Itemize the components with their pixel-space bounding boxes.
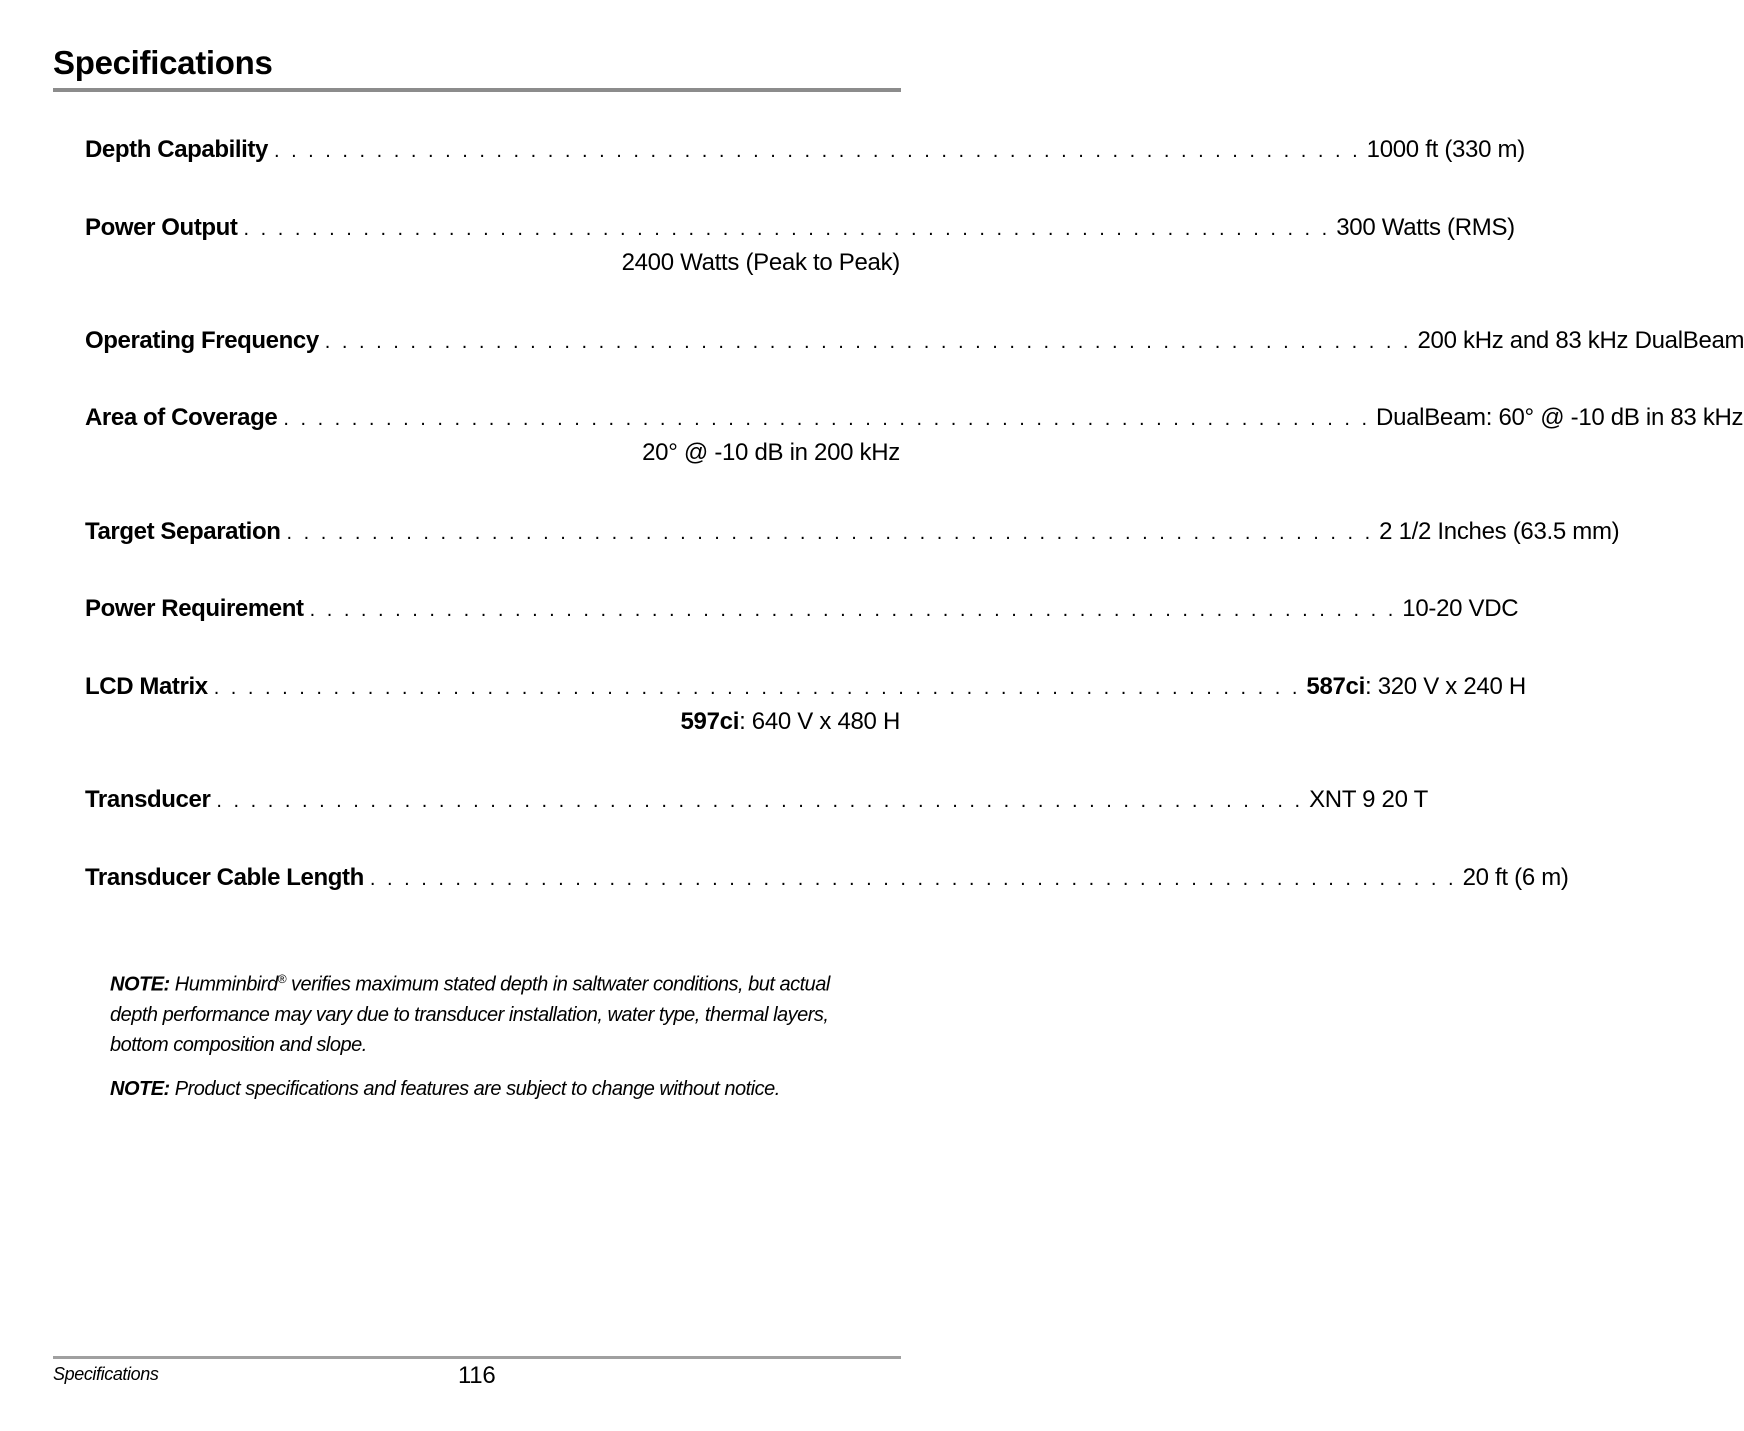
title-divider bbox=[53, 88, 901, 92]
spec-row-transducer bbox=[85, 783, 1428, 818]
model-name: 587ci bbox=[1306, 673, 1365, 700]
page-number: 116 bbox=[458, 1362, 496, 1389]
spec-value-secondary bbox=[85, 705, 900, 739]
spec-label: Depth Capability bbox=[85, 136, 268, 163]
spec-row-power-requirement bbox=[85, 592, 1519, 627]
spec-value: 2 1/2 Inches (63.5 mm) bbox=[1379, 518, 1620, 545]
spec-label: Area of Coverage bbox=[85, 404, 278, 431]
dot-leader: . . . . . . . . . . . . . . . . . . . . . . . . . . . . . . . . . . . . . . . . . . . . . . . . . . . . . . . . . . . . . . . . bbox=[286, 522, 1374, 544]
spec-value: 200 kHz and 83 kHz DualBeam bbox=[1417, 327, 1744, 354]
dot-leader: . . . . . . . . . . . . . . . . . . . . . . . . . . . . . . . . . . . . . . . . . . . . . . . . . . . . . . . . . . . . . . . . bbox=[243, 218, 1331, 240]
spec-value: 10-20 VDC bbox=[1402, 595, 1519, 622]
spec-value: 300 Watts (RMS) bbox=[1336, 214, 1515, 241]
spec-label: Target Separation bbox=[85, 518, 281, 545]
spec-row-depth-capability bbox=[85, 133, 1525, 168]
note-prefix: NOTE: bbox=[110, 973, 170, 996]
note-change-notice bbox=[110, 1074, 870, 1104]
spec-label: Power Output bbox=[85, 214, 238, 241]
spec-row-transducer-cable-length bbox=[85, 861, 1569, 896]
spec-label: Operating Frequency bbox=[85, 327, 319, 354]
spec-row-target-separation bbox=[85, 515, 1620, 550]
spec-value: XNT 9 20 T bbox=[1309, 786, 1428, 813]
note-prefix: NOTE: bbox=[110, 1078, 170, 1100]
note-text: verifies maximum stated depth in saltwater conditions, but actual depth performance may vary due to transducer installation, water type, thermal layers, bottom composition and slope. bbox=[110, 973, 830, 1056]
spec-value: 20 ft (6 m) bbox=[1462, 864, 1569, 891]
note-depth-disclaimer bbox=[110, 964, 870, 1060]
spec-label: Transducer Cable Length bbox=[85, 864, 364, 891]
dot-leader: . . . . . . . . . . . . . . . . . . . . . . . . . . . . . . . . . . . . . . . . . . . . . . . . . . . . . . . . . . . . . . . . bbox=[273, 140, 1361, 162]
note-text: Product specifications and features are subject to change without notice. bbox=[169, 1078, 780, 1100]
dot-leader: . . . . . . . . . . . . . . . . . . . . . . . . . . . . . . . . . . . . . . . . . . . . . . . . . . . . . . . . . . . . . . . . bbox=[213, 677, 1301, 699]
model-name: 597ci bbox=[680, 708, 740, 735]
footer-section-label: Specifications bbox=[53, 1364, 159, 1384]
note-text: Humminbird bbox=[169, 973, 278, 996]
spec-row-power-output bbox=[85, 211, 1515, 280]
model-resolution: : 640 V x 480 H bbox=[739, 708, 900, 735]
spec-value-secondary: 20° @ -10 dB in 200 kHz bbox=[642, 439, 900, 466]
spec-value-secondary: 2400 Watts (Peak to Peak) bbox=[621, 249, 900, 276]
spec-value: DualBeam: 60° @ -10 dB in 83 kHz bbox=[1376, 404, 1744, 431]
spec-label: Power Requirement bbox=[85, 595, 304, 622]
dot-leader: . . . . . . . . . . . . . . . . . . . . . . . . . . . . . . . . . . . . . . . . . . . . . . . . . . . . . . . . . . . . . . . . bbox=[369, 868, 1457, 890]
spec-value bbox=[1306, 670, 1526, 704]
model-resolution: : 320 V x 240 H bbox=[1364, 673, 1526, 700]
dot-leader: . . . . . . . . . . . . . . . . . . . . . . . . . . . . . . . . . . . . . . . . . . . . . . . . . . . . . . . . . . . . . . . . bbox=[309, 599, 1397, 621]
dot-leader: . . . . . . . . . . . . . . . . . . . . . . . . . . . . . . . . . . . . . . . . . . . . . . . . . . . . . . . . . . . . . . . . bbox=[216, 790, 1304, 812]
spec-row-lcd-matrix bbox=[85, 670, 1526, 739]
dot-leader: . . . . . . . . . . . . . . . . . . . . . . . . . . . . . . . . . . . . . . . . . . . . . . . . . . . . . . . . . . . . . . . . bbox=[324, 331, 1412, 353]
spec-row-operating-frequency bbox=[85, 324, 1744, 359]
registered-mark: ® bbox=[277, 972, 286, 986]
spec-row-area-of-coverage bbox=[85, 401, 1744, 470]
spec-label: LCD Matrix bbox=[85, 673, 208, 700]
page-title: Specifications bbox=[53, 44, 273, 81]
spec-value: 1000 ft (330 m) bbox=[1366, 136, 1525, 163]
dot-leader: . . . . . . . . . . . . . . . . . . . . . . . . . . . . . . . . . . . . . . . . . . . . . . . . . . . . . . . . . . . . . . . . bbox=[283, 408, 1371, 430]
footer-divider bbox=[53, 1356, 901, 1359]
spec-label: Transducer bbox=[85, 786, 211, 813]
